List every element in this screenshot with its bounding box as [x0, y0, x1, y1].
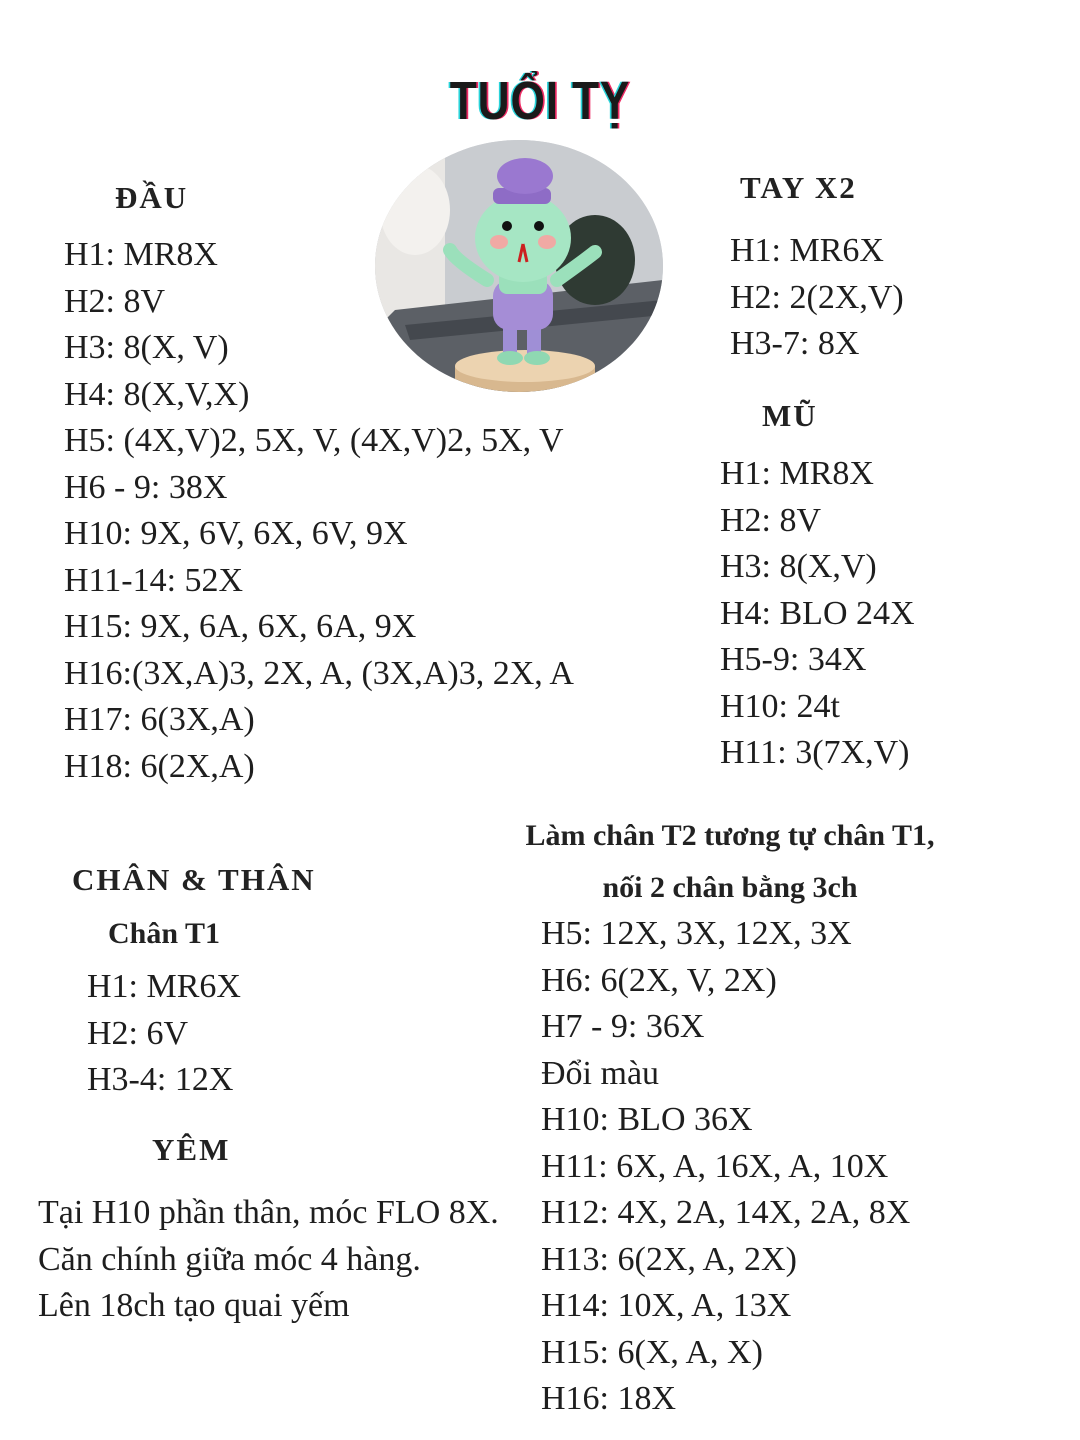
list-item: H5: 12X, 3X, 12X, 3X [541, 915, 852, 952]
list-item: H6: 6(2X, V, 2X) [541, 961, 777, 999]
section-heading-dau: ĐẦU [115, 180, 189, 215]
list-item: H10: 9X, 6V, 6X, 6V, 9X [64, 515, 408, 552]
list-item: H17: 6(3X,A) [64, 701, 255, 738]
list-item: H5-9: 34X [720, 641, 867, 678]
mu-rows [720, 451, 915, 777]
list-item: H5: (4X,V)2, 5X, V, (4X,V)2, 5X, V [64, 422, 564, 459]
list-item: H3-7: 8X [730, 325, 860, 362]
list-item: H10: BLO 36X [541, 1101, 753, 1138]
list-item: H1: MR8X [64, 236, 218, 273]
page-title: TUỔI TỴ [449, 71, 631, 131]
list-item: H11-14: 52X [64, 561, 244, 599]
list-item: H14: 10X, A, 13X [541, 1287, 792, 1324]
tay-rows [730, 228, 904, 368]
list-item: H3-4: 12X [87, 1061, 234, 1098]
list-item: H3: 8(X,V) [720, 548, 877, 585]
list-item: Đổi màu [541, 1054, 660, 1092]
yem-rows [38, 1190, 499, 1330]
section-heading-mu: MŨ [762, 398, 818, 433]
list-item: H11: 3(7X,V) [720, 734, 910, 771]
chan-t1-rows [87, 964, 241, 1104]
list-item: H2: 6V [87, 1014, 189, 1052]
list-item: Căn chính giữa móc 4 hàng. [38, 1240, 421, 1278]
section-heading-yem: YÊM [152, 1132, 231, 1167]
note-line: Làm chân T2 tương tự chân T1, [525, 819, 935, 852]
note-line: nối 2 chân bằng 3ch [602, 871, 858, 904]
list-item: H1: MR6X [87, 968, 241, 1005]
list-item: H7 - 9: 36X [541, 1008, 705, 1045]
list-item: H4: BLO 24X [720, 594, 915, 632]
list-item: H2: 2(2X,V) [730, 278, 904, 316]
list-item: H15: 9X, 6A, 6X, 6A, 9X [64, 608, 417, 645]
list-item: H6 - 9: 38X [64, 468, 228, 506]
section-heading-tay: TAY X2 [740, 170, 857, 205]
leg-join-note [490, 810, 970, 914]
list-item: Tại H10 phần thân, móc FLO 8X. [38, 1194, 499, 1231]
list-item: H18: 6(2X,A) [64, 747, 255, 785]
than-rows [541, 911, 910, 1423]
list-item: H10: 24t [720, 687, 840, 725]
list-item: H12: 4X, 2A, 14X, 2A, 8X [541, 1194, 911, 1231]
list-item: H1: MR8X [720, 455, 874, 492]
list-item: H4: 8(X,V,X) [64, 375, 250, 413]
list-item: H11: 6X, A, 16X, A, 10X [541, 1147, 889, 1185]
list-item: H16:(3X,A)3, 2X, A, (3X,A)3, 2X, A [64, 654, 574, 692]
section-heading-chan-than: CHÂN & THÂN [72, 862, 316, 897]
dau-rows [64, 232, 574, 790]
list-item: H1: MR6X [730, 232, 884, 269]
list-item: H13: 6(2X, A, 2X) [541, 1240, 797, 1278]
list-item: Lên 18ch tạo quai yếm [38, 1287, 350, 1324]
list-item: H3: 8(X, V) [64, 329, 229, 366]
subheading-chan-t1: Chân T1 [108, 917, 221, 950]
list-item: H15: 6(X, A, X) [541, 1333, 763, 1371]
list-item: H2: 8V [720, 501, 822, 539]
list-item: H2: 8V [64, 282, 166, 320]
list-item: H16: 18X [541, 1380, 677, 1417]
